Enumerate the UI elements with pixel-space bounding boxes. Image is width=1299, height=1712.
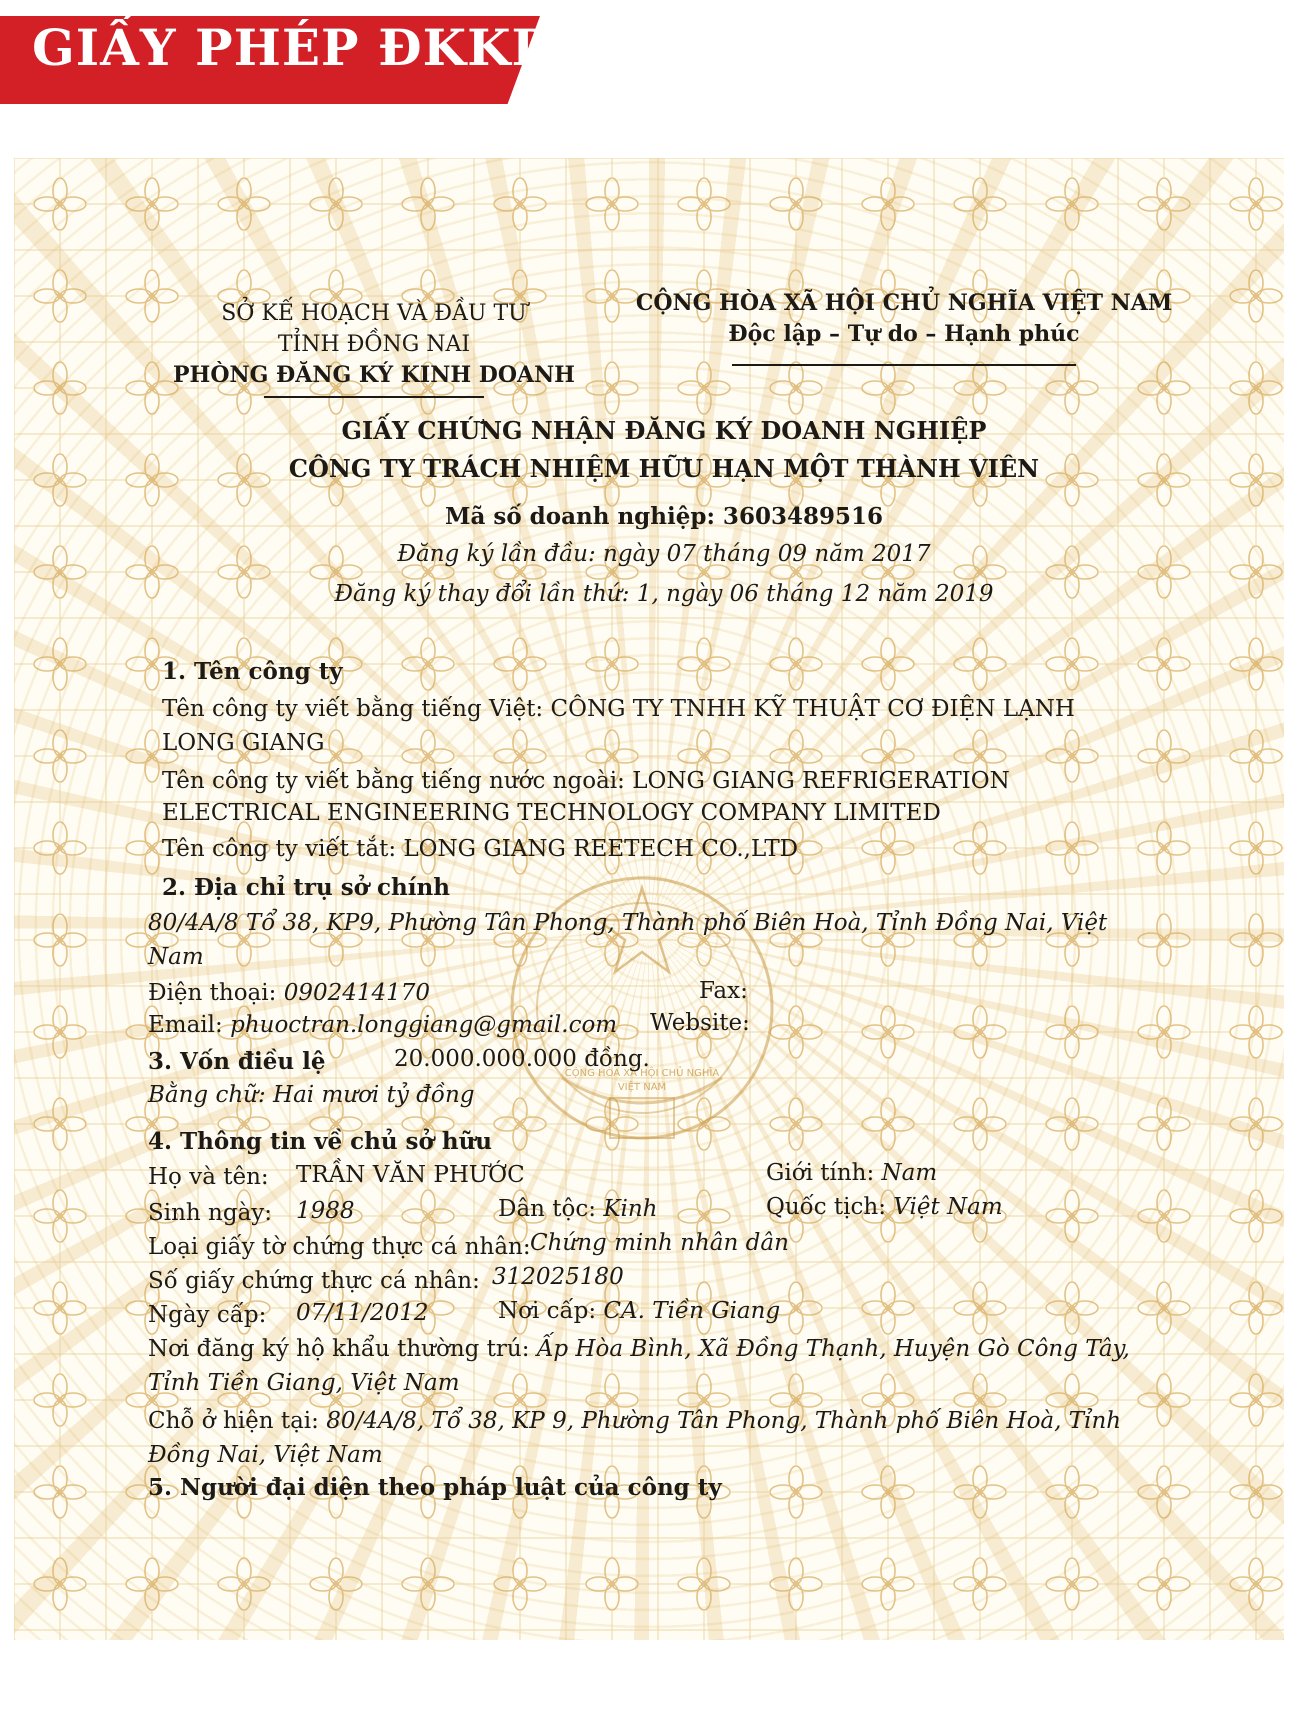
issuing-authority	[164, 298, 584, 391]
issue-place-label: Nơi cấp:	[498, 1298, 597, 1324]
owner-name-label: Họ và tên:	[148, 1164, 269, 1190]
company-name-vn-value: CÔNG TY TNHH KỸ THUẬT CƠ ĐIỆN LẠNH	[550, 696, 1075, 722]
email-value: phuoctran.longgiang@gmail.com	[230, 1012, 618, 1038]
section-4-heading: 4. Thông tin về chủ sở hữu	[148, 1128, 493, 1155]
section-2-heading: 2. Địa chỉ trụ sở chính	[162, 874, 450, 901]
company-name-foreign	[162, 768, 1010, 794]
charter-capital-words: Bằng chữ: Hai mươi tỷ đồng	[148, 1082, 475, 1108]
certificate-document	[14, 158, 1284, 1640]
national-header	[624, 288, 1184, 350]
phone-label: Điện thoại:	[148, 980, 277, 1006]
national-title: CỘNG HÒA XÃ HỘI CHỦ NGHĨA VIỆT NAM	[635, 290, 1173, 316]
current-residence	[148, 1408, 1121, 1434]
issue-date-value: 07/11/2012	[296, 1300, 429, 1326]
nationality-label: Quốc tịch:	[766, 1194, 886, 1220]
company-name-vn	[162, 696, 1075, 722]
authority-line-1: SỞ KẾ HOẠCH VÀ ĐẦU TƯ	[221, 301, 527, 326]
permanent-residence-label: Nơi đăng ký hộ khẩu thường trú:	[148, 1336, 530, 1362]
owner-name-value: TRẦN VĂN PHƯỚC	[296, 1162, 525, 1188]
section-1-heading: 1. Tên công ty	[162, 658, 343, 685]
change-registration: Đăng ký thay đổi lần thứ: 1, ngày 06 tháng 12 năm 2019	[334, 581, 994, 607]
company-name-foreign-value: LONG GIANG REFRIGERATION	[632, 768, 1010, 794]
section-5-heading: 5. Người đại diện theo pháp luật của công ty	[148, 1474, 722, 1501]
company-name-foreign-cont: ELECTRICAL ENGINEERING TECHNOLOGY COMPANY LIMITED	[162, 800, 941, 826]
ethnicity-value: Kinh	[603, 1196, 658, 1222]
head-office-address-cont: Nam	[148, 944, 204, 970]
company-name-short-label: Tên công ty viết tắt:	[162, 836, 397, 862]
current-residence-label: Chỗ ở hiện tại:	[148, 1408, 319, 1434]
email-label: Email:	[148, 1012, 223, 1038]
current-residence-value: 80/4A/8, Tổ 38, KP 9, Phường Tân Phong, Thành phố Biên Hoà, Tỉnh	[326, 1408, 1122, 1434]
owner-gender	[766, 1160, 937, 1186]
banner-title: GIẤY PHÉP ĐKKD	[32, 18, 556, 77]
business-code: Mã số doanh nghiệp: 3603489516	[445, 503, 883, 530]
phone-value: 0902414170	[283, 980, 431, 1006]
authority-underline	[264, 396, 484, 398]
permanent-residence-cont: Tỉnh Tiền Giang, Việt Nam	[148, 1370, 460, 1396]
id-type-label: Loại giấy tờ chứng thực cá nhân:	[148, 1234, 531, 1260]
company-type-title: CÔNG TY TRÁCH NHIỆM HỮU HẠN MỘT THÀNH VIÊN	[288, 454, 1040, 483]
id-number-label: Số giấy chứng thực cá nhân:	[148, 1268, 480, 1294]
gender-label: Giới tính:	[766, 1160, 875, 1186]
dob-label: Sinh ngày:	[148, 1200, 273, 1226]
permanent-residence	[148, 1336, 1130, 1362]
permanent-residence-value: Ấp Hòa Bình, Xã Đồng Thạnh, Huyện Gò Công Tây,	[536, 1336, 1130, 1362]
company-name-foreign-label: Tên công ty viết bằng tiếng nước ngoài:	[162, 768, 625, 794]
current-residence-cont: Đồng Nai, Việt Nam	[148, 1442, 383, 1468]
section-3-heading: 3. Vốn điều lệ	[148, 1048, 326, 1075]
emblem-text-top: CỘNG HÒA XÃ HỘI CHỦ NGHĨA	[564, 1068, 720, 1079]
ethnicity	[498, 1196, 657, 1222]
phone	[148, 980, 430, 1006]
issue-place	[498, 1298, 780, 1324]
issue-date-label: Ngày cấp:	[148, 1302, 267, 1328]
id-number-value: 312025180	[492, 1264, 624, 1290]
charter-capital: 20.000.000.000 đồng.	[394, 1046, 650, 1072]
emblem-text-bottom: VIỆT NAM	[617, 1082, 667, 1093]
company-name-vn-label: Tên công ty viết bằng tiếng Việt:	[162, 696, 544, 722]
head-office-address: 80/4A/8 Tổ 38, KP9, Phường Tân Phong, Thành phố Biên Hoà, Tỉnh Đồng Nai, Việt	[148, 910, 1108, 936]
certificate-title: GIẤY CHỨNG NHẬN ĐĂNG KÝ DOANH NGHIỆP	[341, 416, 987, 445]
company-name-vn-cont: LONG GIANG	[162, 730, 325, 756]
issue-place-value: CA. Tiền Giang	[603, 1298, 781, 1324]
company-name-short	[162, 836, 798, 862]
fax-label: Fax:	[699, 978, 748, 1004]
dob-value: 1988	[296, 1198, 355, 1224]
authority-line-2: TỈNH ĐỒNG NAI	[277, 332, 471, 357]
email	[148, 1012, 617, 1038]
nationality-value: Việt Nam	[893, 1194, 1003, 1220]
nationality	[766, 1194, 1003, 1220]
website-label: Website:	[650, 1010, 750, 1036]
authority-line-3: PHÒNG ĐĂNG KÝ KINH DOANH	[173, 362, 575, 388]
company-name-short-value: LONG GIANG REETECH CO.,LTD	[403, 836, 799, 862]
id-type-value: Chứng minh nhân dân	[530, 1230, 789, 1256]
first-registration: Đăng ký lần đầu: ngày 07 tháng 09 năm 2017	[397, 541, 931, 567]
ethnicity-label: Dân tộc:	[498, 1196, 596, 1222]
motto-underline	[732, 364, 1076, 366]
national-motto: Độc lập – Tự do – Hạnh phúc	[728, 321, 1080, 347]
gender-value: Nam	[881, 1160, 938, 1186]
